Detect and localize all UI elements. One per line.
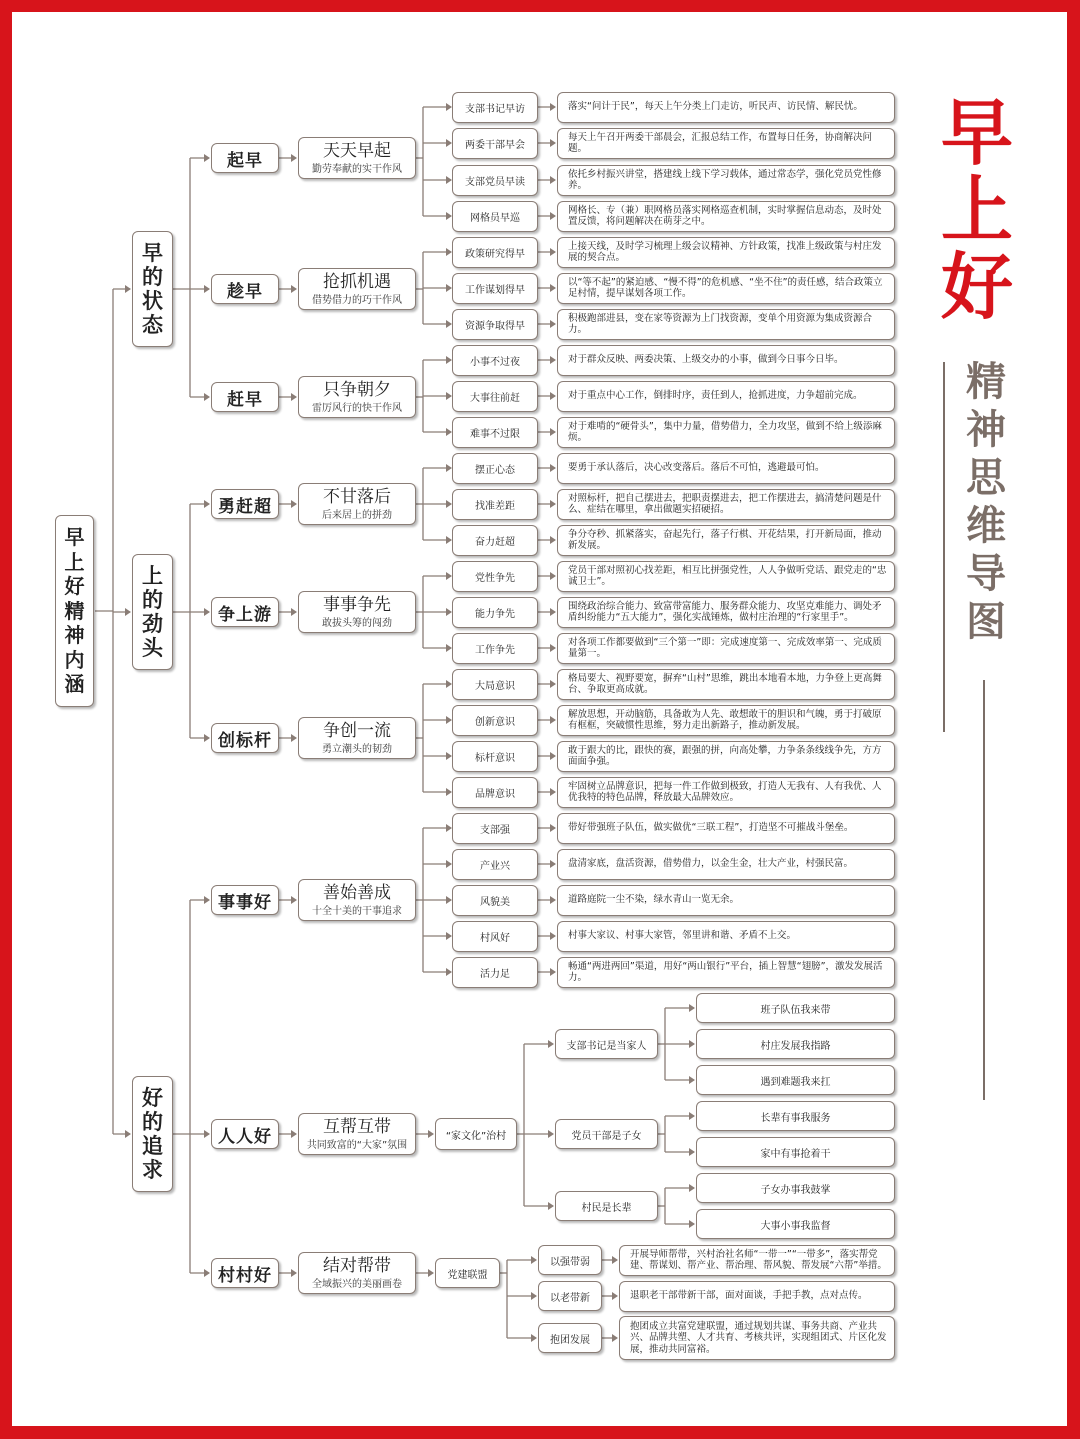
category-node: 争上游 bbox=[211, 597, 279, 627]
duty-leaf: 大事小事我监督 bbox=[696, 1209, 895, 1239]
theme-title: 不甘落后 bbox=[323, 486, 391, 507]
practice-tag: 奋力赶超 bbox=[452, 525, 538, 556]
practice-tag: 政策研究得早 bbox=[452, 237, 538, 268]
practice-tag: 网格员早巡 bbox=[452, 201, 538, 232]
practice-detail: 积极跑部进县，变在家等资源为上门找资源，变单个用资源为集成资源合力。 bbox=[557, 309, 895, 340]
hub-node: “家文化”治村 bbox=[435, 1118, 517, 1150]
practice-tag: 小事不过夜 bbox=[452, 345, 538, 376]
practice-detail: 对照标杆，把自己摆进去，把职责摆进去，把工作摆进去，搞清楚问题是什么、症结在哪里，拿出做题实招硬招。 bbox=[557, 489, 895, 520]
practice-tag: 支部书记早访 bbox=[452, 92, 538, 123]
practice-detail: 争分夺秒、抓紧落实，奋起先行，落子行棋、开花结果，打开新局面，推动新发展。 bbox=[557, 525, 895, 556]
practice-detail: 围绕政治综合能力、致富带富能力、服务群众能力、攻坚克难能力、调处矛盾纠纷能力“五大能力”，强化实战锤炼，做村庄治理的“行家里手”。 bbox=[557, 597, 895, 628]
practice-tag: 品牌意识 bbox=[452, 777, 538, 808]
category-node: 事事好 bbox=[211, 885, 279, 915]
practice-detail: 以“等不起”的紧迫感、“慢不得”的危机感、“坐不住”的责任感，结合政策立足村情，提早谋划各项工作。 bbox=[557, 273, 895, 304]
practice-tag: 产业兴 bbox=[452, 849, 538, 880]
sub-node: 村民是长辈 bbox=[555, 1191, 658, 1221]
theme-node bbox=[298, 376, 416, 418]
poster-subtitle: 精神思维导图 bbox=[966, 359, 1006, 645]
practice-tag: 党性争先 bbox=[452, 561, 538, 592]
theme-node bbox=[298, 1252, 416, 1294]
theme-title: 善始善成 bbox=[323, 882, 391, 903]
category-node: 趁早 bbox=[211, 274, 279, 304]
practice-tag: 大事往前赶 bbox=[452, 381, 538, 412]
theme-tagline: 雷厉风行的快干作风 bbox=[312, 402, 402, 414]
theme-node bbox=[298, 1113, 416, 1155]
category-node: 赶早 bbox=[211, 382, 279, 412]
practice-detail: 对于群众反映、两委决策、上级交办的小事，做到今日事今日毕。 bbox=[557, 345, 895, 376]
practice-tag: 活力足 bbox=[452, 957, 538, 988]
practice-tag: 标杆意识 bbox=[452, 741, 538, 772]
practice-tag: 资源争取得早 bbox=[452, 309, 538, 340]
category-node: 人人好 bbox=[211, 1119, 279, 1149]
practice-tag: 创新意识 bbox=[452, 705, 538, 736]
practice-detail: 带好带强班子队伍，做实做优“三联工程”，打造坚不可摧战斗堡垒。 bbox=[557, 813, 895, 844]
category-node: 创标杆 bbox=[211, 723, 279, 753]
practice-detail: 网格长、专（兼）职网格员落实网格巡查机制，实时掌握信息动态，及时处置反馈，将问题解决在萌芽之中。 bbox=[557, 201, 895, 232]
practice-detail: 对各项工作都要做到“三个第一”即：完成速度第一、完成效率第一、完成质量第一。 bbox=[557, 633, 895, 664]
category-node: 勇赶超 bbox=[211, 489, 279, 519]
theme-tagline: 勇立潮头的韧劲 bbox=[322, 743, 392, 755]
practice-detail: 落实“问计于民”，每天上午分类上门走访，听民声、访民情、解民忧。 bbox=[557, 92, 895, 123]
practice-detail: 抱团成立共富党建联盟，通过规划共谋、事务共商、产业共兴、品牌共塑、人才共育、考核共评，实现组团式、片区化发展，推动共同富裕。 bbox=[619, 1316, 895, 1360]
theme-tagline: 后来居上的拼劲 bbox=[322, 509, 392, 521]
duty-leaf: 家中有事抢着干 bbox=[696, 1137, 895, 1167]
practice-detail: 道路庭院一尘不染，绿水青山一览无余。 bbox=[557, 885, 895, 916]
practice-tag: 支部强 bbox=[452, 813, 538, 844]
practice-detail: 开展导师帮带，兴村治社名师“一带一”“一带多”，落实帮党建、帮谋划、帮产业、帮治理、帮风貌、帮发展“六帮”举措。 bbox=[619, 1245, 895, 1276]
root-node: 早上好精神内涵 bbox=[55, 515, 94, 707]
practice-tag: 两委干部早会 bbox=[452, 128, 538, 159]
practice-tag: 找准差距 bbox=[452, 489, 538, 520]
practice-detail: 上接天线，及时学习梳理上级会议精神、方针政策，找准上级政策与村庄发展的契合点。 bbox=[557, 237, 895, 268]
practice-detail: 要勇于承认落后，决心改变落后。落后不可怕，逃避最可怕。 bbox=[557, 453, 895, 484]
practice-detail: 敢于跟大的比，跟快的赛，跟强的拼，向高处攀，力争条条线线争先，方方面面争强。 bbox=[557, 741, 895, 772]
theme-tagline: 勤劳奉献的实干作风 bbox=[312, 163, 402, 175]
theme-title: 结对帮带 bbox=[323, 1255, 391, 1276]
practice-tag: 工作争先 bbox=[452, 633, 538, 664]
poster-background bbox=[12, 12, 1067, 1426]
practice-tag: 难事不过限 bbox=[452, 417, 538, 448]
practice-detail: 对于难啃的“硬骨头”，集中力量，借势借力，全力攻坚，做到不给上级添麻烦。 bbox=[557, 417, 895, 448]
theme-node bbox=[298, 483, 416, 525]
practice-detail: 解放思想，开动脑筋，具备敢为人先、敢想敢干的胆识和气魄，勇于打破原有框框，突破惯性思维，努力走出新路子，推动新发展。 bbox=[557, 705, 895, 736]
subtitle-divider-bottom bbox=[983, 680, 985, 1100]
practice-tag: 以老带新 bbox=[538, 1281, 602, 1311]
practice-detail: 盘清家底，盘活资源，借势借力，以金生金，壮大产业，村强民富。 bbox=[557, 849, 895, 880]
practice-detail: 依托乡村振兴讲堂，搭建线上线下学习载体，通过常态学，强化党员党性修养。 bbox=[557, 165, 895, 196]
practice-tag: 以强带弱 bbox=[538, 1245, 602, 1275]
group-node: 好的追求 bbox=[132, 1076, 173, 1192]
sub-node: 党员干部是子女 bbox=[555, 1119, 658, 1149]
practice-tag: 抱团发展 bbox=[538, 1323, 602, 1353]
practice-tag: 支部党员早读 bbox=[452, 165, 538, 196]
theme-title: 事事争先 bbox=[323, 594, 391, 615]
practice-detail: 党员干部对照初心找差距，相互比拼强党性，人人争做听党话、跟党走的“忠诚卫士”。 bbox=[557, 561, 895, 592]
theme-title: 互帮互带 bbox=[323, 1116, 391, 1137]
sub-node: 支部书记是当家人 bbox=[555, 1029, 658, 1059]
duty-leaf: 班子队伍我来带 bbox=[696, 993, 895, 1023]
theme-node bbox=[298, 591, 416, 633]
practice-tag: 摆正心态 bbox=[452, 453, 538, 484]
theme-title: 抢抓机遇 bbox=[323, 271, 391, 292]
practice-detail: 格局要大、视野要宽，摒弃“山村”思维，跳出本地看本地，力争登上更高舞台、争取更高成就。 bbox=[557, 669, 895, 700]
theme-tagline: 借势借力的巧干作风 bbox=[312, 294, 402, 306]
category-node: 起早 bbox=[211, 143, 279, 173]
practice-detail: 牢固树立品牌意识，把每一件工作做到极致，打造人无我有、人有我优、人优我特的特色品牌，释放最大品牌效应。 bbox=[557, 777, 895, 808]
theme-title: 天天早起 bbox=[323, 140, 391, 161]
theme-node bbox=[298, 879, 416, 921]
practice-detail: 村事大家议、村事大家管，邻里讲和谐、矛盾不上交。 bbox=[557, 921, 895, 952]
poster-title: 早上好 bbox=[940, 91, 1013, 329]
duty-leaf: 长辈有事我服务 bbox=[696, 1101, 895, 1131]
practice-tag: 能力争先 bbox=[452, 597, 538, 628]
theme-title: 只争朝夕 bbox=[323, 379, 391, 400]
practice-tag: 大局意识 bbox=[452, 669, 538, 700]
practice-detail: 对于重点中心工作，倒排时序，责任到人，抢抓进度，力争超前完成。 bbox=[557, 381, 895, 412]
theme-title: 争创一流 bbox=[323, 720, 391, 741]
practice-detail: 每天上午召开两委干部晨会，汇报总结工作，布置每日任务，协商解决问题。 bbox=[557, 128, 895, 159]
subtitle-divider-top bbox=[943, 362, 945, 732]
theme-tagline: 十全十美的干事追求 bbox=[312, 905, 402, 917]
group-node: 早的状态 bbox=[132, 231, 173, 347]
theme-tagline: 共同致富的“大家”氛围 bbox=[306, 1139, 408, 1151]
theme-node bbox=[298, 268, 416, 310]
hub-node: 党建联盟 bbox=[435, 1258, 500, 1288]
practice-detail: 畅通“两进两回”渠道，用好“两山银行”平台，插上智慧“翅膀”，激发发展活力。 bbox=[557, 957, 895, 988]
practice-tag: 工作谋划得早 bbox=[452, 273, 538, 304]
theme-tagline: 全域振兴的美丽画卷 bbox=[312, 1278, 402, 1290]
category-node: 村村好 bbox=[211, 1258, 279, 1288]
theme-node bbox=[298, 137, 416, 179]
practice-detail: 退职老干部带新干部，面对面谈，手把手教，点对点传。 bbox=[619, 1281, 895, 1312]
duty-leaf: 子女办事我鼓掌 bbox=[696, 1173, 895, 1203]
duty-leaf: 村庄发展我指路 bbox=[696, 1029, 895, 1059]
theme-tagline: 敢拔头筹的闯劲 bbox=[322, 617, 392, 629]
practice-tag: 村风好 bbox=[452, 921, 538, 952]
theme-node bbox=[298, 717, 416, 759]
practice-tag: 风貌美 bbox=[452, 885, 538, 916]
duty-leaf: 遇到难题我来扛 bbox=[696, 1065, 895, 1095]
group-node: 上的劲头 bbox=[132, 554, 173, 670]
